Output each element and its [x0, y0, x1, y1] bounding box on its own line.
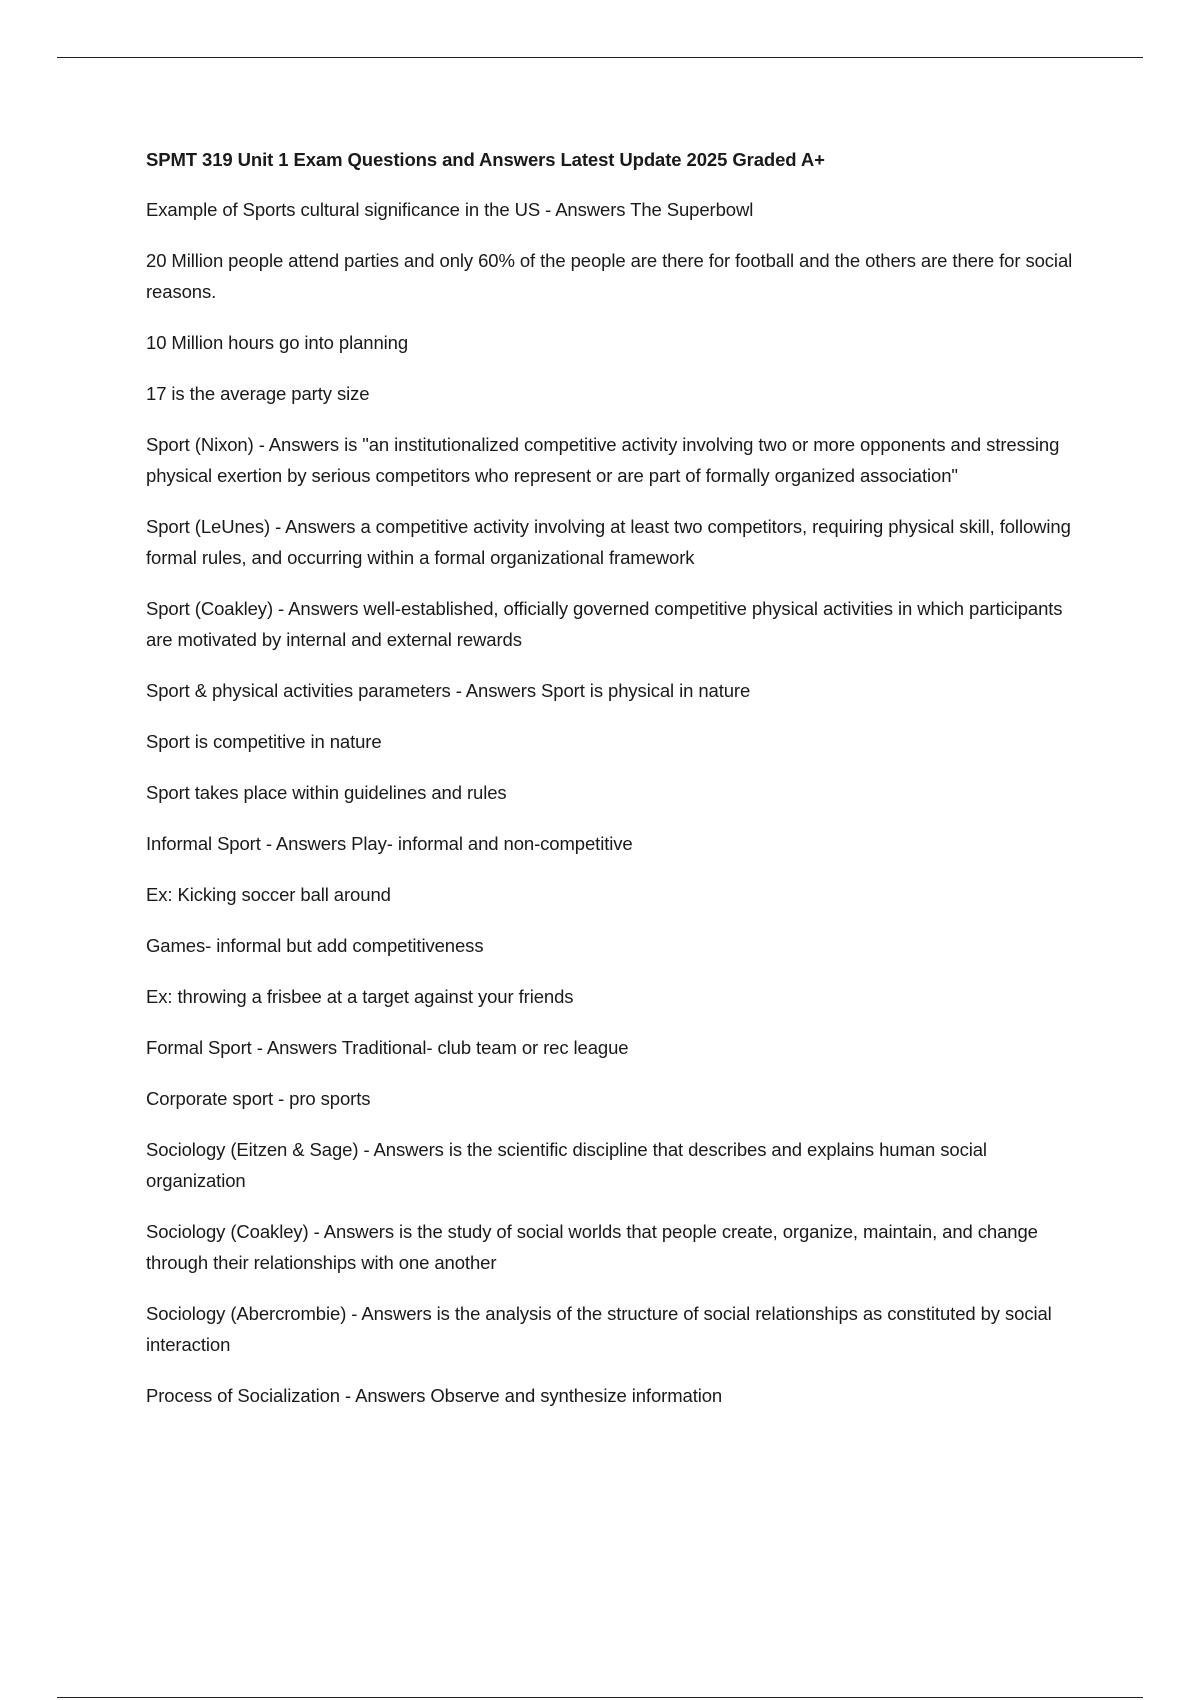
- header-rule: [57, 57, 1143, 58]
- paragraph: Sociology (Abercrombie) - Answers is the analysis of the structure of social relationships as constituted by social interaction: [146, 1303, 1052, 1355]
- document-title: SPMT 319 Unit 1 Exam Questions and Answers Latest Update 2025 Graded A+: [146, 149, 825, 170]
- paragraph: Sociology (Coakley) - Answers is the study of social worlds that people create, organize, maintain, and change through their relationships with one another: [146, 1221, 1038, 1273]
- footer-rule: [57, 1697, 1143, 1698]
- paragraph: Sport & physical activities parameters - Answers Sport is physical in nature: [146, 680, 751, 701]
- paragraph: Ex: Kicking soccer ball around: [146, 884, 391, 905]
- paragraph: Sport is competitive in nature: [146, 731, 382, 752]
- paragraph: Sport (Nixon) - Answers is "an institutionalized competitive activity involving two or more opponents and stressing physical exertion by serious competitors who represent or are part of formally organized association": [146, 434, 1060, 486]
- paragraph: Sport (LeUnes) - Answers a competitive activity involving at least two competitors, requiring physical skill, following formal rules, and occurring within a formal organizational framework: [146, 516, 1071, 568]
- paragraph: 10 Million hours go into planning: [146, 332, 409, 353]
- paragraph: Sociology (Eitzen & Sage) - Answers is the scientific discipline that describes and explains human social organization: [146, 1139, 987, 1191]
- paragraph: Ex: throwing a frisbee at a target against your friends: [146, 986, 574, 1007]
- paragraph: Example of Sports cultural significance in the US - Answers The Superbowl: [146, 199, 754, 220]
- paragraph: Games- informal but add competitiveness: [146, 935, 484, 956]
- paragraph: 20 Million people attend parties and only 60% of the people are there for football and the others are there for social reasons.: [146, 250, 1073, 302]
- paragraph: Sport (Coakley) - Answers well-established, officially governed competitive physical activities in which participants are motivated by internal and external rewards: [146, 598, 1063, 650]
- paragraph: Process of Socialization - Answers Observe and synthesize information: [146, 1385, 723, 1406]
- document-body: [146, 145, 1076, 1431]
- paragraph: 17 is the average party size: [146, 383, 370, 404]
- paragraph: Corporate sport - pro sports: [146, 1088, 371, 1109]
- paragraph: Formal Sport - Answers Traditional- club team or rec league: [146, 1037, 629, 1058]
- paragraph: Sport takes place within guidelines and rules: [146, 782, 507, 803]
- paragraph: Informal Sport - Answers Play- informal and non-competitive: [146, 833, 633, 854]
